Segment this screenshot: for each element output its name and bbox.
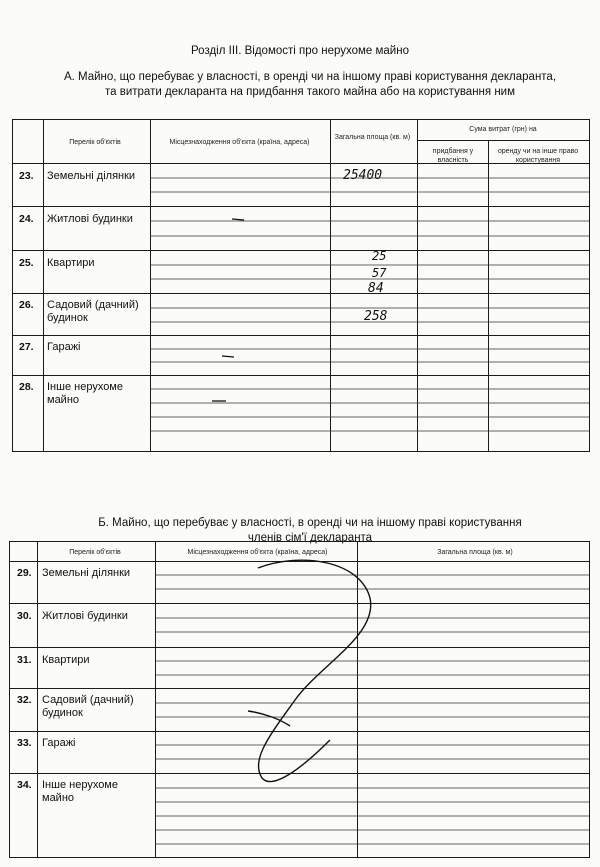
row-24-number: 24. (19, 213, 34, 225)
part-b-col-area: Загальна площа (кв. м) (437, 549, 513, 556)
row-26-number: 26. (19, 299, 34, 311)
part-b-subrow-lines (155, 575, 589, 844)
part-a-col-purchase: придбання у власність (432, 148, 474, 164)
row-31-number: 31. (17, 654, 32, 666)
row-28-number: 28. (19, 381, 34, 393)
row-27-label: Гаражі (47, 341, 81, 353)
row-27-number: 27. (19, 341, 34, 353)
row-26-label: Садовий (дачний) будинок (47, 299, 139, 324)
part-a-heading-line2: та витрати декларанта на придбання такого майна або на користування ним (105, 86, 515, 98)
part-a-col-location: Місцезнаходження об'єкта (країна, адреса) (169, 139, 310, 146)
cancellation-scribble (248, 560, 371, 781)
area-value-apartment-1: 25 (372, 249, 387, 263)
row-32-label: Садовий (дачний) будинок (42, 694, 134, 719)
row-29-number: 29. (17, 567, 32, 579)
row-25-number: 25. (19, 257, 34, 269)
row-33-number: 33. (17, 737, 32, 749)
part-a-col-area: Загальна площа (кв. м) (334, 134, 411, 141)
part-b-heading-line2: членів сім'ї декларанта (247, 532, 373, 544)
row-29-label: Земельні ділянки (42, 567, 131, 579)
row-34-label: Інше нерухоме майно (42, 779, 118, 804)
row-30-label: Житлові будинки (42, 610, 128, 622)
part-a-subrow-lines (150, 178, 589, 431)
row-34-number: 34. (17, 779, 32, 791)
area-value-country-house: 258 (364, 309, 388, 324)
row-25-label: Квартири (47, 257, 95, 269)
part-a-col-rent: оренду чи на інше право користування (497, 148, 579, 164)
row-32-number: 32. (17, 694, 32, 706)
part-a-col-expenses: Сума витрат (грн) на (469, 126, 537, 133)
section-title: Розділ III. Відомості про нерухоме майно (191, 45, 409, 57)
part-a-grid (13, 120, 590, 452)
part-b-col-objects: Перелік об'єктів (69, 549, 121, 556)
row-33-label: Гаражі (42, 737, 76, 749)
part-b-col-location: Місцезнаходження об'єкта (країна, адреса) (187, 549, 328, 556)
row-31-label: Квартири (42, 654, 90, 666)
part-a-dash-marks (212, 219, 244, 401)
row-28-label: Інше нерухоме майно (47, 381, 123, 406)
part-a-heading-line1: А. Майно, що перебуває у власності, в оренді чи на іншому праві користування декларанта, (63, 71, 557, 83)
area-value-apartment-3: 84 (368, 281, 384, 296)
area-value-land: 25400 (343, 168, 383, 183)
row-23-label: Земельні ділянки (47, 170, 136, 182)
row-23-number: 23. (19, 170, 34, 182)
part-a-col-objects: Перелік об'єктів (69, 139, 121, 146)
area-value-apartment-2: 57 (372, 266, 387, 280)
row-30-number: 30. (17, 610, 32, 622)
part-b-heading-line1: Б. Майно, що перебуває у власності, в оренді чи на іншому праві користування (98, 517, 522, 529)
row-24-label: Житлові будинки (47, 213, 133, 225)
